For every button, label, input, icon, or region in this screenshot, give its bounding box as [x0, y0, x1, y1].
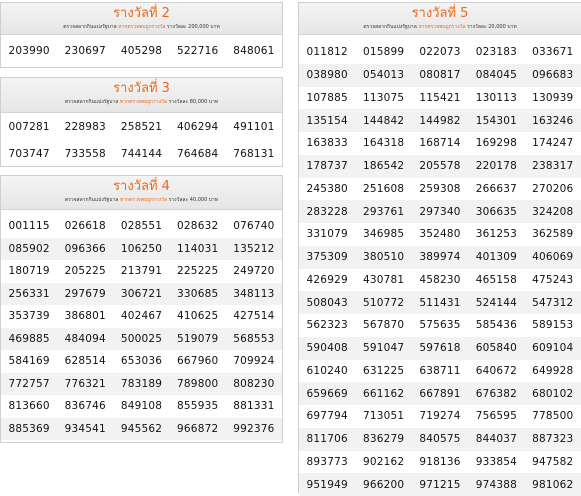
lottery-number: 575635 [419, 319, 461, 332]
lottery-number: 026618 [64, 220, 106, 233]
lottery-number: 591047 [355, 337, 411, 360]
lottery-number: 844037 [468, 428, 524, 451]
lottery-number: 992376 [226, 418, 282, 441]
prize4-panel [0, 175, 283, 443]
lottery-number: 567870 [362, 319, 405, 332]
lottery-number: 084045 [468, 64, 524, 87]
lottery-number: 649928 [532, 364, 574, 377]
lottery-number: 840575 [412, 428, 468, 451]
lottery-number: 628514 [64, 355, 106, 368]
lottery-number: 597618 [412, 337, 468, 360]
lottery-number: 306721 [113, 283, 169, 306]
lottery-number: 966200 [355, 473, 411, 496]
lottery-number: 661162 [355, 382, 411, 405]
lottery-number: 362589 [532, 228, 574, 241]
lottery-number: 259308 [419, 182, 461, 195]
lottery-number: 667891 [412, 382, 468, 405]
lottery-number: 547312 [525, 291, 581, 314]
lottery-number: 500025 [113, 328, 169, 351]
lottery-number: 849108 [120, 400, 163, 413]
lottery-number: 114031 [170, 238, 226, 261]
lottery-number: 934541 [57, 418, 113, 441]
lottery-number: 764684 [177, 147, 219, 160]
lottery-number: 245380 [306, 182, 348, 195]
lottery-number: 353739 [8, 310, 50, 323]
lottery-number: 640672 [475, 364, 518, 377]
lottery-number: 225225 [177, 265, 219, 278]
lottery-number: 609104 [525, 337, 581, 360]
lottery-number: 893773 [306, 455, 348, 468]
lottery-number: 951949 [299, 473, 355, 496]
lottery-number: 169298 [475, 137, 518, 150]
lottery-number: 178737 [299, 155, 355, 178]
lottery-number: 974388 [468, 473, 524, 496]
lottery-number: 406069 [525, 246, 581, 269]
lottery-number: 163833 [306, 137, 348, 150]
lottery-number: 789800 [170, 373, 226, 396]
prize4-title: รางวัลที่ 4 [113, 179, 170, 194]
lottery-number: 130939 [532, 91, 574, 104]
prize5-panel [298, 2, 581, 493]
lottery-number: 406294 [177, 120, 219, 133]
lottery-number: 324208 [525, 200, 581, 223]
lottery-number: 756595 [475, 410, 518, 423]
lottery-number: 484094 [57, 328, 113, 351]
lottery-number: 772757 [1, 373, 57, 396]
lottery-number: 113075 [362, 91, 405, 104]
lottery-number: 458230 [419, 273, 461, 286]
lottery-number: 469885 [1, 328, 57, 351]
lottery-number: 283228 [299, 200, 355, 223]
lottery-number: 386801 [64, 310, 106, 323]
lottery-number: 703747 [8, 147, 50, 160]
lottery-number: 631225 [362, 364, 405, 377]
lottery-number: 180719 [8, 265, 50, 278]
lottery-number: 168714 [419, 137, 461, 150]
lottery-number: 205578 [412, 155, 468, 178]
lottery-number: 667960 [177, 355, 219, 368]
lottery-number: 085902 [1, 238, 57, 261]
lottery-number: 023183 [475, 46, 518, 59]
prize4-header [1, 176, 282, 210]
lottery-number: 306635 [468, 200, 524, 223]
lottery-number: 163246 [525, 109, 581, 132]
lottery-number: 348113 [226, 283, 282, 306]
lottery-number: 375309 [299, 246, 355, 269]
lottery-number: 676382 [468, 382, 524, 405]
lottery-number: 659669 [299, 382, 355, 405]
lottery-number: 855935 [177, 400, 219, 413]
lottery-number: 590408 [299, 337, 355, 360]
lottery-number: 256331 [1, 283, 57, 306]
lottery-number: 346985 [362, 228, 405, 241]
lottery-number: 389974 [412, 246, 468, 269]
lottery-number: 510772 [355, 291, 411, 314]
lottery-number: 971215 [412, 473, 468, 496]
lottery-number: 562323 [306, 319, 348, 332]
lottery-number: 776321 [57, 373, 113, 396]
lottery-number: 352480 [419, 228, 461, 241]
lottery-number: 076740 [233, 220, 275, 233]
lottery-number: 405298 [120, 45, 163, 57]
lottery-number: 402467 [120, 310, 163, 323]
lottery-number: 680102 [525, 382, 581, 405]
prize3-grid [1, 113, 282, 167]
prize5-subtitle: ตรวจสลากกินแบ่งรัฐบาล หากตรวจพบถูกรางวัล รางวัลละ 20,000 บาท [363, 24, 517, 30]
lottery-number: 887323 [525, 428, 581, 451]
prize3-subtitle: ตรวจสลากกินแบ่งรัฐบาล หากตรวจพบถูกรางวัล รางวัลละ 80,000 บาท [64, 99, 219, 105]
lottery-number: 220178 [468, 155, 524, 178]
lottery-number: 638711 [419, 364, 461, 377]
prize3-title: รางวัลที่ 3 [113, 81, 170, 96]
lottery-number: 164318 [362, 137, 405, 150]
lottery-number: 135154 [299, 109, 355, 132]
lottery-number: 401309 [468, 246, 524, 269]
lottery-number: 589153 [532, 319, 574, 332]
lottery-number: 174247 [532, 137, 574, 150]
prize2-subtitle: ตรวจสลากกินแบ่งรัฐบาล หากตรวจพบถูกรางวัล รางวัลละ 200,000 บาท [63, 24, 220, 30]
prize4-subtitle: ตรวจสลากกินแบ่งรัฐบาล หากตรวจพบถูกรางวัล รางวัลละ 40,000 บาท [64, 197, 219, 203]
lottery-number: 297679 [57, 283, 113, 306]
lottery-number: 270206 [532, 182, 574, 195]
lottery-number: 213791 [120, 265, 163, 278]
lottery-number: 426929 [306, 273, 348, 286]
lottery-number: 028632 [177, 220, 219, 233]
lottery-number: 981062 [525, 473, 581, 496]
lottery-number: 848061 [233, 45, 275, 57]
lottery-number: 054013 [355, 64, 411, 87]
lottery-number: 330685 [170, 283, 226, 306]
lottery-number: 918136 [419, 455, 461, 468]
lottery-number: 719274 [419, 410, 461, 423]
lottery-number: 713051 [362, 410, 405, 423]
lottery-number: 410625 [177, 310, 219, 323]
lottery-number: 511431 [412, 291, 468, 314]
lottery-number: 519079 [170, 328, 226, 351]
prize5-grid [299, 41, 581, 496]
prize4-grid [1, 215, 282, 440]
lottery-number: 836746 [64, 400, 106, 413]
lottery-number: 154301 [468, 109, 524, 132]
lottery-number: 808230 [226, 373, 282, 396]
lottery-number: 709924 [233, 355, 275, 368]
lottery-number: 205225 [64, 265, 106, 278]
lottery-number: 007281 [8, 120, 50, 133]
prize2-title: รางวัลที่ 2 [113, 6, 170, 21]
lottery-number: 361253 [475, 228, 518, 241]
lottery-number: 230697 [64, 45, 106, 57]
lottery-number: 811706 [299, 428, 355, 451]
lottery-number: 028551 [120, 220, 163, 233]
lottery-number: 902162 [362, 455, 405, 468]
lottery-number: 508043 [299, 291, 355, 314]
prize5-header [299, 3, 581, 35]
lottery-number: 697794 [306, 410, 348, 423]
lottery-number: 096366 [57, 238, 113, 261]
lottery-number: 813660 [8, 400, 50, 413]
lottery-number: 038980 [299, 64, 355, 87]
lottery-number: 585436 [475, 319, 518, 332]
lottery-number: 783189 [113, 373, 169, 396]
prize2-header [1, 3, 282, 35]
lottery-number: 524144 [468, 291, 524, 314]
lottery-number: 001115 [8, 220, 50, 233]
lottery-number: 568553 [226, 328, 282, 351]
prize2-grid [1, 35, 282, 67]
lottery-number: 297340 [412, 200, 468, 223]
lottery-number: 885369 [1, 418, 57, 441]
lottery-number: 966872 [170, 418, 226, 441]
prize5-title: รางวัลที่ 5 [411, 6, 469, 21]
lottery-number: 605840 [468, 337, 524, 360]
lottery-number: 653036 [120, 355, 163, 368]
lottery-number: 744144 [120, 147, 163, 160]
lottery-number: 610240 [306, 364, 348, 377]
lottery-number: 933854 [475, 455, 518, 468]
lottery-number: 033671 [532, 46, 574, 59]
lottery-number: 881331 [233, 400, 275, 413]
lottery-number: 011812 [306, 46, 348, 59]
lottery-number: 331079 [306, 228, 348, 241]
lottery-number: 778500 [532, 410, 574, 423]
prize2-panel [0, 2, 283, 68]
lottery-number: 249720 [233, 265, 275, 278]
lottery-number: 251608 [362, 182, 405, 195]
lottery-number: 733558 [64, 147, 106, 160]
lottery-number: 475243 [532, 273, 574, 286]
lottery-number: 584169 [8, 355, 50, 368]
lottery-number: 266637 [475, 182, 518, 195]
prize3-header [1, 78, 282, 113]
lottery-number: 135212 [226, 238, 282, 261]
lottery-number: 107885 [306, 91, 348, 104]
lottery-number: 465158 [475, 273, 518, 286]
lottery-number: 130113 [475, 91, 518, 104]
lottery-number: 293761 [355, 200, 411, 223]
lottery-number: 203990 [8, 45, 50, 57]
lottery-number: 380510 [355, 246, 411, 269]
lottery-number: 186542 [355, 155, 411, 178]
prize3-panel [0, 77, 283, 167]
lottery-number: 768131 [233, 147, 275, 160]
lottery-number: 022073 [419, 46, 461, 59]
lottery-number: 115421 [419, 91, 461, 104]
lottery-number: 522716 [177, 45, 219, 57]
lottery-number: 228983 [64, 120, 106, 133]
lottery-number: 945562 [113, 418, 169, 441]
lottery-number: 238317 [525, 155, 581, 178]
lottery-number: 491101 [233, 120, 275, 133]
lottery-number: 836279 [355, 428, 411, 451]
lottery-number: 080817 [412, 64, 468, 87]
lottery-number: 258521 [120, 120, 163, 133]
lottery-number: 430781 [362, 273, 405, 286]
lottery-number: 015899 [362, 46, 405, 59]
lottery-number: 947582 [532, 455, 574, 468]
lottery-number: 427514 [233, 310, 275, 323]
lottery-number: 096683 [525, 64, 581, 87]
lottery-number: 144842 [355, 109, 411, 132]
lottery-number: 144982 [412, 109, 468, 132]
lottery-number: 106250 [113, 238, 169, 261]
